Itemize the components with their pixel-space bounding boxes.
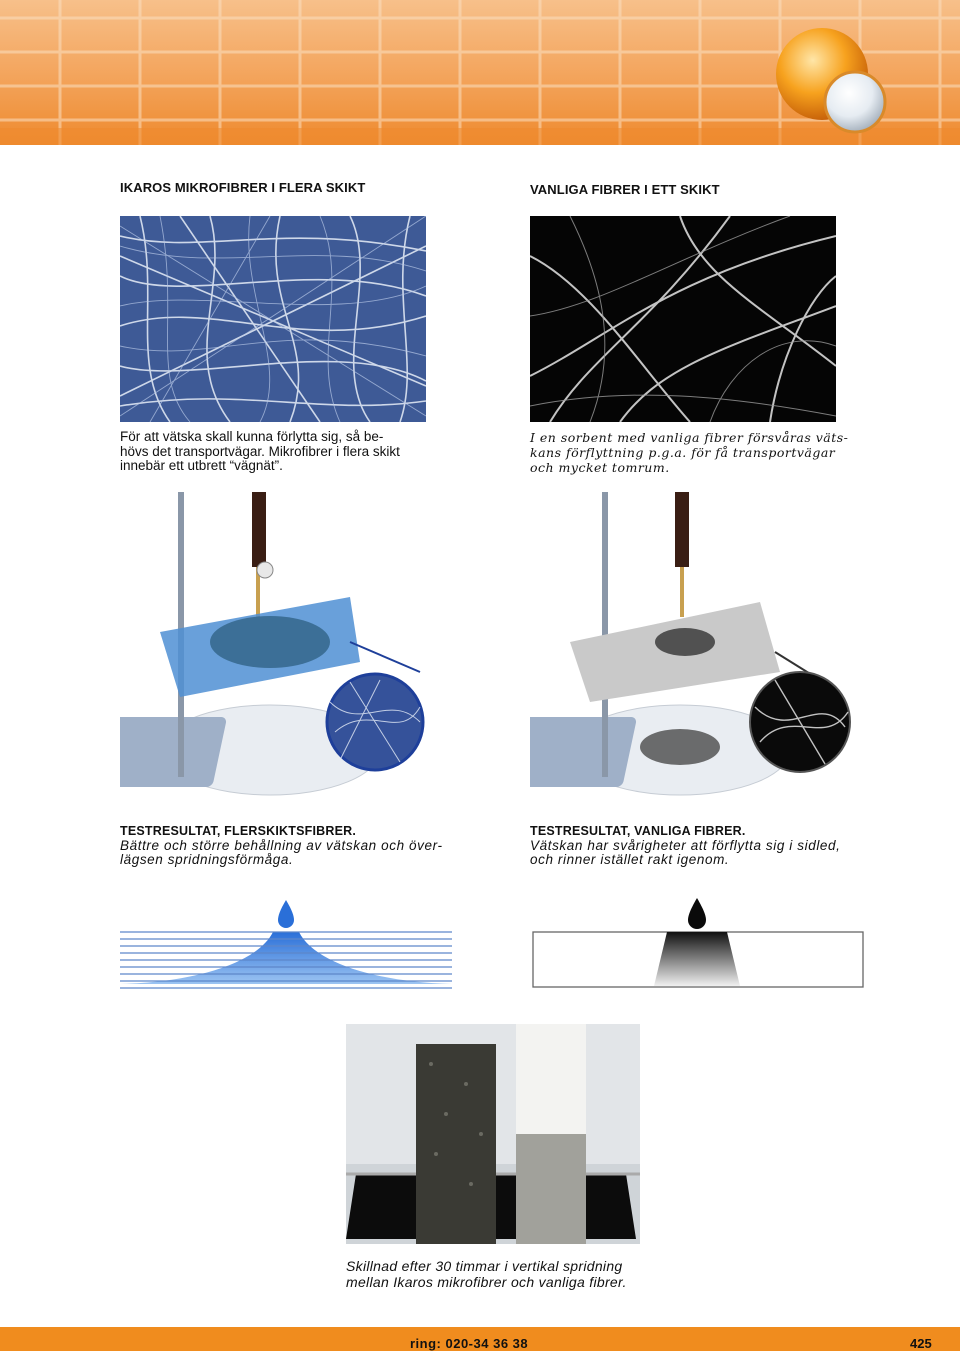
left-intro-text xyxy=(120,430,440,474)
left-intro-line: För att vätska skall kunna förlytta sig, så be- xyxy=(120,429,384,444)
single-layer-spread-diagram xyxy=(532,896,866,992)
page-number: 425 xyxy=(910,1336,932,1351)
right-test-line: Vätskan har svårigheter att förflytta sig i sidled, xyxy=(530,837,841,853)
right-test-heading: TESTRESULTAT, VANLIGA FIBRER. xyxy=(530,824,746,838)
right-intro-line: och mycket tomrum. xyxy=(530,460,670,475)
left-intro-line: innebär ett utbrett “vägnät”. xyxy=(120,458,283,473)
page-header xyxy=(0,0,960,145)
multilayer-spread-diagram xyxy=(118,892,458,992)
right-test-result xyxy=(530,824,870,868)
regular-fiber-test-photo xyxy=(530,492,865,807)
right-intro-line: kans förflyttning p.g.a. för få transportvägar xyxy=(530,445,836,460)
footer-phone: ring: 020-34 36 38 xyxy=(410,1336,529,1351)
right-intro-text xyxy=(530,430,860,475)
brand-logo-icon xyxy=(770,22,890,137)
left-column-title: IKAROS MIKROFIBRER I FLERA SKIKT xyxy=(120,180,366,195)
left-test-result xyxy=(120,824,460,868)
left-test-line: Bättre och större behållning av vätskan och över- xyxy=(120,837,443,853)
left-test-line: lägsen spridningsförmåga. xyxy=(120,852,294,867)
right-column-title: VANLIGA FIBRER I ETT SKIKT xyxy=(530,182,720,197)
vertical-spread-photo xyxy=(346,1024,640,1244)
bottom-caption-line: Skillnad efter 30 timmar i vertikal spridning xyxy=(346,1258,623,1274)
right-test-line: och rinner istället rakt igenom. xyxy=(530,852,730,867)
bottom-caption-line: mellan Ikaros mikrofibrer och vanliga fibrer. xyxy=(346,1274,627,1290)
right-intro-line: I en sorbent med vanliga fibrer försvåras väts- xyxy=(530,430,849,445)
left-intro-line: hövs det transportvägar. Mikrofibrer i flera skikt xyxy=(120,443,400,459)
regular-fiber-micrograph xyxy=(530,216,836,422)
microfiber-test-photo xyxy=(120,492,455,807)
liquid-drop-icon xyxy=(278,900,294,928)
bottom-caption xyxy=(346,1258,686,1290)
left-test-heading: TESTRESULTAT, FLERSKIKTSFIBRER. xyxy=(120,824,357,838)
microfiber-micrograph xyxy=(120,216,426,422)
liquid-drop-icon xyxy=(688,898,706,929)
